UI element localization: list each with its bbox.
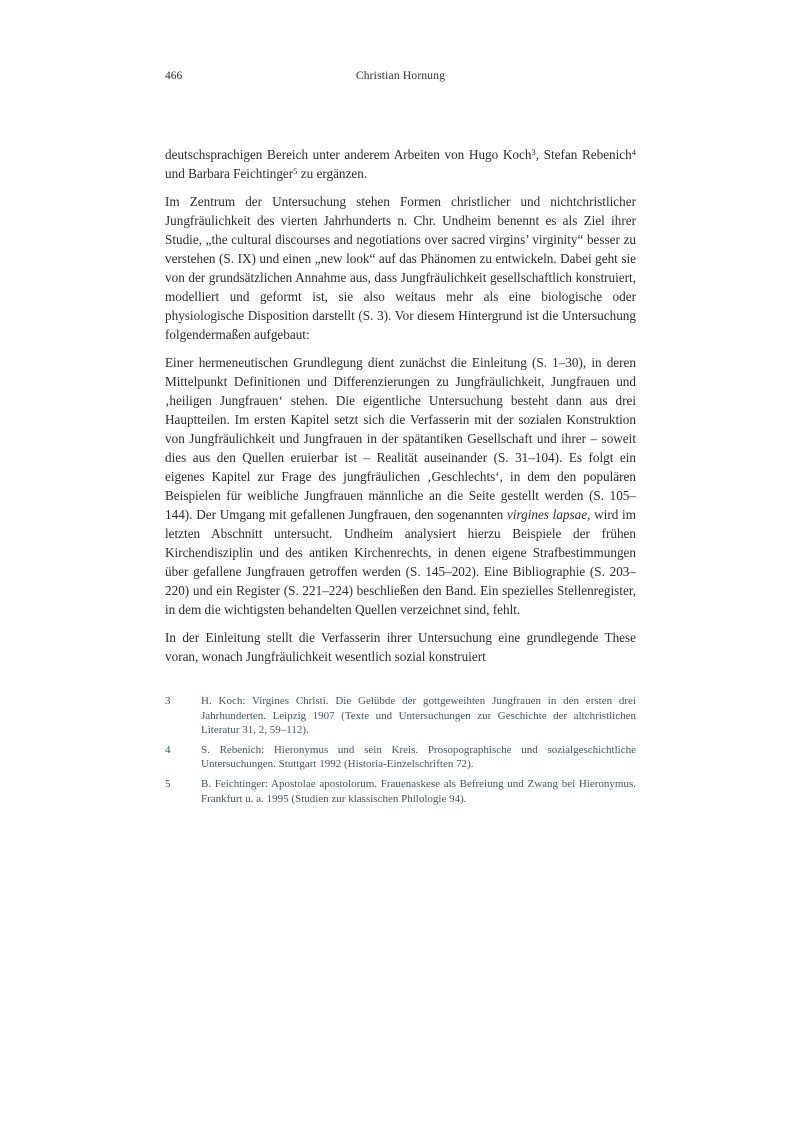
footnotes	[165, 694, 636, 806]
paragraph	[165, 353, 636, 619]
footnote-ref: 5	[293, 166, 298, 177]
running-head: Christian Hornung	[355, 70, 446, 82]
footnote-ref: 3	[531, 147, 536, 158]
footnote	[165, 777, 636, 806]
paragraph	[165, 145, 636, 183]
body-text	[165, 145, 636, 666]
text-run: Einer hermeneutischen Grundlegung dient zunächst die Einleitung (S. 1–30), in deren Mittelpunkt Definitionen und Differenzierungen zu Jungfräulichkeit, Jungfrauen und ‚heiligen Jungfrauen‘ stehen. Die eigentliche Untersuchung besteht dann aus drei Hauptteilen. Im ersten Kapitel setzt sich die Verfasserin mit der sozialen Konstruktion von Jungfräulichkeit und Jungfrauen in der spätantiken Gesellschaft und ihrer – soweit dies aus den Quellen eruierbar ist – Realität auseinander (S. 31–104). Es folgt ein eigenes Kapitel zur Frage des jungfräulichen ‚Geschlechts‘, in dem den populären Beispielen für weibliche Jungfrauen männliche an die Seite gestellt werden (S. 105–144). Der Umgang mit gefallenen Jungfrauen, den sogenannten	[165, 355, 636, 522]
text-run: zu ergänzen.	[297, 166, 368, 181]
page-header	[165, 68, 636, 84]
footnote-number: 4	[165, 743, 171, 756]
footnote-ref: 4	[631, 147, 636, 158]
paragraph	[165, 628, 636, 666]
footnote-text: B. Feichtinger: Apostolae apostolorum. Frauenaskese als Befreiung und Zwang bei Hieronymus. Frankfurt u. a. 1995 (Studien zur klassischen Philologie 94).	[201, 777, 636, 805]
footnote	[165, 743, 636, 772]
page-content	[165, 145, 636, 811]
text-run: und Barbara Feichtinger	[165, 166, 294, 181]
text-run: In der Einleitung stellt die Verfasserin ihrer Untersuchung eine grundlegende These voran, wonach Jungfräulichkeit wesentlich sozial konstruiert	[165, 630, 636, 664]
footnote-number: 5	[165, 777, 171, 790]
footnote	[165, 694, 636, 738]
italic-text: virgines lapsae	[506, 507, 588, 522]
footnote-text: S. Rebenich: Hieronymus und sein Kreis. Prosopographische und sozialgeschichtliche Untersuchungen. Stuttgart 1992 (Historia-Einzelschriften 72).	[201, 743, 636, 771]
text-run: deutschsprachigen Bereich unter anderem Arbeiten von Hugo Koch	[165, 147, 532, 162]
paragraph	[165, 192, 636, 344]
footnote-number: 3	[165, 695, 171, 707]
footnote-text: H. Koch: Virgines Christi. Die Gelübde der gottgeweihten Jungfrauen in den ersten drei Jahrhunderten. Leipzig 1907 (Texte und Untersuchungen zur Geschichte der altchristlichen Literatur 31, 2, 59–112).	[201, 695, 636, 737]
page-number: 466	[165, 70, 183, 82]
text-run: Im Zentrum der Untersuchung stehen Formen christlicher und nichtchristlicher Jungfräulichkeit des vierten Jahrhunderts n. Chr. Undheim benennt es als Ziel ihrer Studie, „the cultural discourses and negotiations over sacred virgins’ virginity“ besser zu verstehen (S. IX) und einen „new look“ auf das Phänomen zu entwickeln. Dabei geht sie von der grundsätzlichen Annahme aus, dass Jungfräulichkeit gesellschaftlich konstruiert, modelliert und geformt ist, sie also weitaus mehr als eine biologische oder physiologische Disposition darstellt (S. 3). Vor diesem Hintergrund ist die Untersuchung folgendermaßen aufgebaut:	[165, 194, 636, 342]
text-run: , wird im letzten Abschnitt untersucht. Undheim analysiert hierzu Beispiele der frühen Kirchendisziplin und des antiken Kirchenrechts, in denen eigene Strafbestimmungen über gefallene Jungfrauen getroffen werden (S. 145–202). Eine Bibliographie (S. 203–220) und ein Register (S. 221–224) beschließen den Band. Ein spezielles Stellenregister, in dem die wichtigsten behandelten Quellen verzeichnet sind, fehlt.	[165, 507, 636, 617]
text-run: , Stefan Rebenich	[535, 147, 632, 162]
